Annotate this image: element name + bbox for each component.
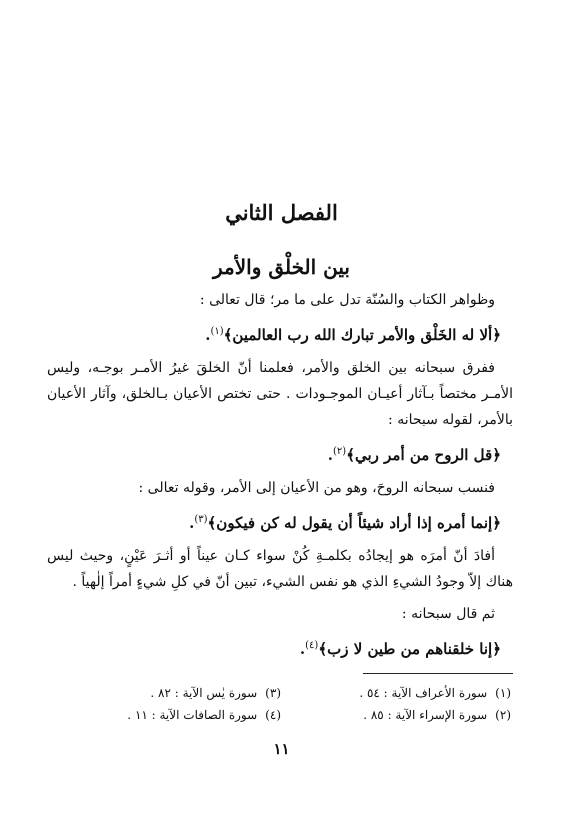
footnote-text: سورة يٰس الآية : ٨٢ . bbox=[150, 686, 258, 700]
paragraph-spirit: فنسب سبحانه الروحَ، وهو من الأعيان إلى الأمر، وقوله تعالى : bbox=[138, 480, 495, 496]
quran-verse-1: ﴿ألا له الخَلْق والأمر تبارك الله رب العالمين﴾$^{(١)}$. bbox=[205, 326, 501, 344]
verse-text: ﴿إنا خلقناهم من طين لا زب﴾ bbox=[318, 640, 501, 658]
verse-text: ﴿إنما أمره إذا أراد شيئاً أن يقول له كن فيكون﴾ bbox=[207, 514, 501, 532]
quran-verse-4: ﴿إنا خلقناهم من طين لا زب﴾$^{(٤)}$. bbox=[299, 640, 501, 658]
footnote-mark: (٣) bbox=[194, 514, 208, 525]
paragraph-creation-command: ففرق سبحانه بين الخلق والأمر، فعلمنا أنّ الخلقَ غيرُ الأمـر بوجـه، وليس الأمـر مختصاً بـآثار أعيـان الموجـودات . حتى تختص الأعيان بـالخلق، وآثار الأعيان بالأمر، لقوله سبحانه : bbox=[47, 360, 513, 428]
paragraph-intro: وظواهر الكتاب والسُنّة تدل على ما مر؛ قال تعالى : bbox=[199, 292, 495, 308]
paragraph-divine-command: أفادَ أنّ أمرَه هو إيجادُه بكلمـةِ كُنْ سواء كـان عيناً أو أثـرَ عَيْنٍ، وحيث ليس هناك إلاّ وجودُ الشيءِ الذي هو نفس الشيء، تبين أنّ في كلِ شيءٍ أمراً إلٰهياً . bbox=[47, 548, 513, 590]
footnote-number: (٤) bbox=[265, 708, 281, 722]
body-text bbox=[47, 287, 513, 669]
section-title: بين الخلْق والأمر bbox=[213, 255, 350, 279]
footnote-mark: (٢) bbox=[333, 446, 347, 457]
footnote-number: (٢) bbox=[495, 708, 511, 722]
footnote-text: سورة الصافات الآية : ١١ . bbox=[127, 708, 258, 722]
footnote-mark: (٤) bbox=[305, 640, 319, 651]
footnote-1 bbox=[359, 684, 511, 702]
footnote-text: سورة الإسراء الآية : ٨٥ . bbox=[363, 708, 488, 722]
verse-text: ﴿قل الروح من أمر ربي﴾ bbox=[346, 446, 501, 464]
quran-verse-2: ﴿قل الروح من أمر ربي﴾$^{(٢)}$. bbox=[327, 446, 501, 464]
verse-text: ﴿ألا له الخَلْق والأمر تبارك الله رب العالمين﴾ bbox=[223, 326, 501, 344]
footnote-divider bbox=[363, 673, 513, 674]
quran-verse-3: ﴿إنما أمره إذا أراد شيئاً أن يقول له كن فيكون﴾$^{(٣)}$. bbox=[189, 514, 501, 532]
chapter-title: الفصل الثاني bbox=[225, 200, 338, 225]
page-number: ١١ bbox=[273, 740, 290, 758]
footnote-2 bbox=[363, 706, 511, 724]
footnote-number: (٣) bbox=[265, 686, 281, 700]
footnote-4 bbox=[127, 706, 281, 724]
footnote-number: (١) bbox=[495, 686, 511, 700]
footnote-mark: (١) bbox=[210, 326, 224, 337]
footnote-3 bbox=[150, 684, 281, 702]
footnote-text: سورة الأعراف الآية : ٥٤ . bbox=[359, 686, 488, 700]
paragraph-then: ثم قال سبحانه : bbox=[401, 606, 495, 622]
